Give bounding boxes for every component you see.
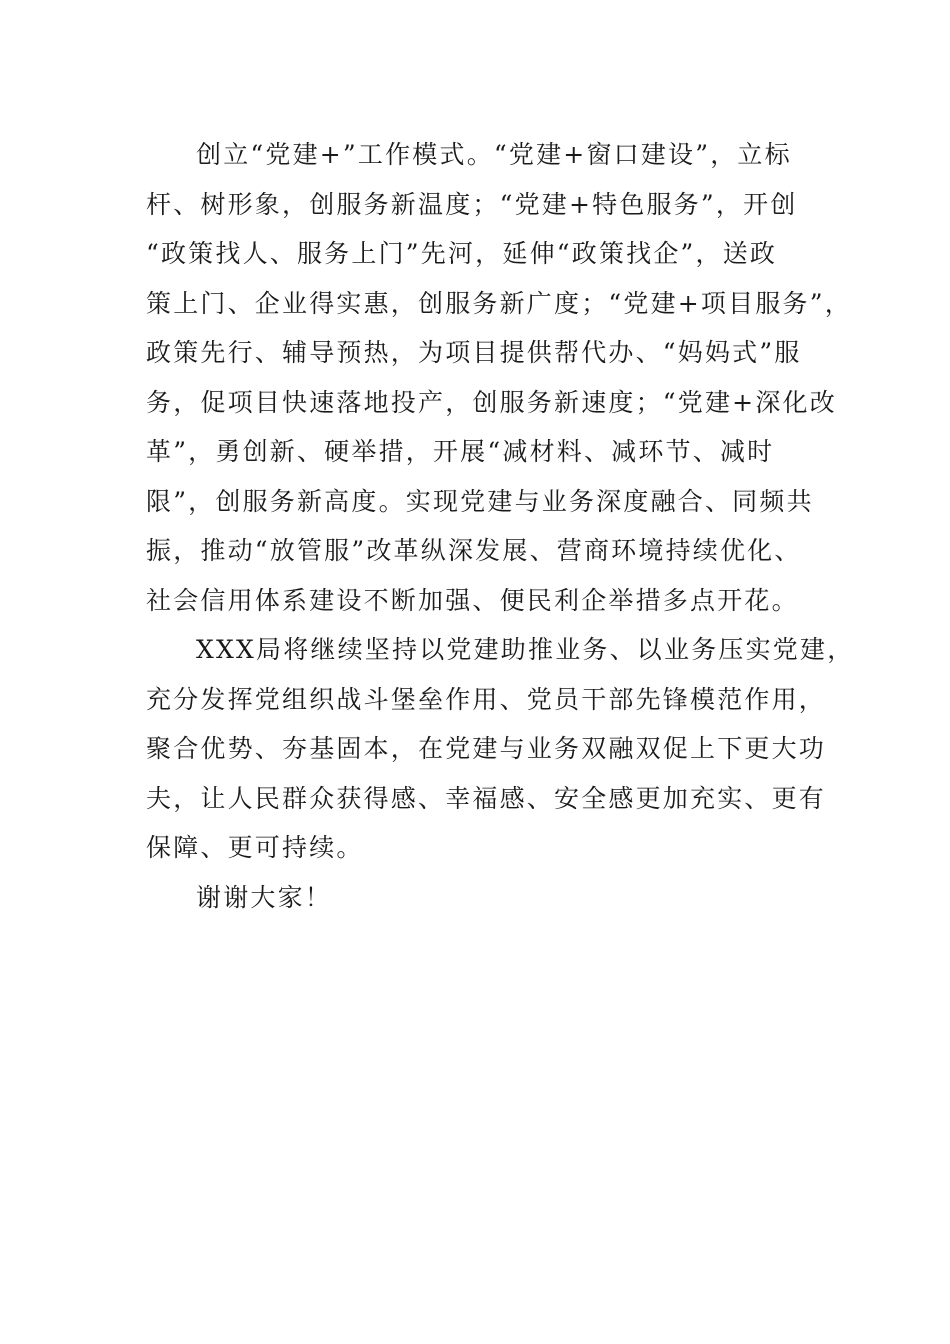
text-line: 策上门、企业得实惠，创服务新广度；“党建+项目服务”，: [146, 288, 852, 318]
text-line: 创立“党建+”工作模式。“党建+窗口建设”，立标: [196, 140, 792, 169]
text-line: 保障、更可持续。: [146, 833, 364, 862]
text-line: 务，促项目快速落地投产，创服务新速度；“党建+深化改: [146, 387, 837, 417]
paragraph-commitment: [146, 625, 855, 873]
text-line: “政策找人、服务上门”先河，延伸“政策找企”，送政: [146, 239, 778, 268]
text-line: 充分发挥党组织战斗堡垒作用、党员干部先锋模范作用，: [146, 684, 827, 714]
text-line: XXX局将继续坚持以党建助推业务、以业务压实党建，: [196, 635, 855, 664]
text-line: 聚合优势、夯基固本，在党建与业务双融双促上下更大功: [146, 734, 827, 763]
text-line: 杆、树形象，创服务新温度；“党建+特色服务”，开创: [146, 189, 798, 219]
text-line: 限”，创服务新高度。实现党建与业务深度融合、同频共: [146, 486, 814, 516]
document-body: [146, 130, 855, 922]
text-line: 革”，勇创新、硬举措，开展“减材料、减环节、减时: [146, 437, 775, 466]
text-line: 社会信用体系建设不断加强、便民利企举措多点开花。: [146, 585, 799, 615]
text-line: 夫，让人民群众获得感、幸福感、安全感更加充实、更有: [146, 783, 827, 813]
paragraph-closing: [146, 873, 816, 923]
text-line: 政策先行、辅导预热，为项目提供帮代办、“妈妈式”服: [146, 338, 802, 367]
text-line: 振，推动“放管服”改革纵深发展、营商环境持续优化、: [146, 536, 802, 565]
closing-line: 谢谢大家！: [196, 882, 333, 912]
paragraph-party-building-mode: [146, 130, 852, 625]
